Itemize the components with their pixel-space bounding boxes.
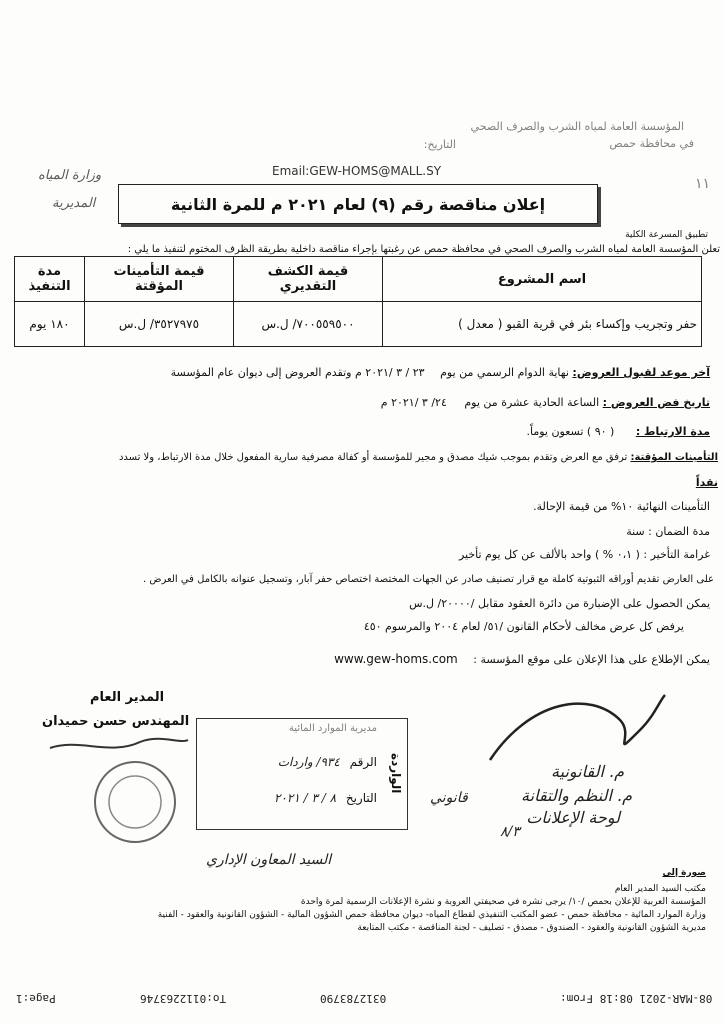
deadline-date: ٢٣ / ٣ /٢٠٢١ م وتقدم العروض إلى ديوان عام المؤسسة — [170, 366, 425, 379]
final-insurance-line: التأمينات النهائية ١٠% من قيمة الإحالة. — [533, 500, 710, 513]
stamp-date-label: التاريخ — [345, 791, 377, 805]
stamp-number — [278, 755, 377, 769]
bidder-line: على العارض تقديم أوراقه الثبوتية كاملة مع قرار تصنيف صادر عن الجهات المختصة اختصاص حفر آبار، وتسجيل عنوانه بالكامل في العرض . — [143, 574, 714, 585]
fax-to: To:0112263746 — [140, 992, 227, 1005]
stamp-header: مديرية الموارد المائية — [288, 723, 377, 734]
dossier-line: يمكن الحصول على الإضبارة من دائرة العقود مقابل /٢٠٠٠٠/ ل.س — [409, 597, 710, 610]
stamp-number-value: ٩٣٤/ واردات — [277, 755, 340, 769]
deadline-line — [171, 366, 710, 379]
copy-line-2: المؤسسة العربية للإعلان بحمص /١٠/ يرجى نشره في صحيفتي العروبة و نشرة الإعلانات الرسمية لمرة واحدة — [300, 897, 706, 907]
stamp-side: الواردة — [389, 753, 403, 794]
fax-from-number: 0312783790 — [320, 992, 387, 1005]
cash-word: نقداً — [695, 476, 718, 489]
fax-page: Page:1 — [16, 992, 56, 1005]
intro-label: تطبيق المسرعة الكلية — [625, 230, 708, 240]
signature-name: المهندس حسن حميدان — [42, 714, 190, 729]
hand-routing-legal: م. القانونية — [551, 762, 624, 781]
opening-text: الساعة الحادية عشرة من يوم — [464, 396, 600, 409]
header-duration: مدة التنفيذ — [15, 257, 85, 302]
signature-role: المدير العام — [90, 690, 165, 705]
fax-date: 08-MAR-2021 08:18 From: — [560, 992, 713, 1005]
hand-routing-board: لوحة الإعلانات — [526, 808, 620, 827]
signature-scribble — [50, 739, 188, 748]
table-row — [15, 302, 702, 347]
cell-duration: ١٨٠ يوم — [15, 302, 85, 347]
stamp-date-value: ٨ / ٣ / ٢٠٢١ — [273, 791, 337, 805]
title-box — [118, 184, 598, 224]
delay-penalty-line: غرامة التأخير : ( ٠،١ % ) واحد بالألف عن كل يوم تأخير — [458, 548, 710, 561]
header-project: اسم المشروع — [383, 257, 702, 302]
project-table — [14, 256, 702, 347]
website-text: يمكن الإطلاع على هذا الإعلان على موقع المؤسسة : — [473, 653, 710, 666]
hand-note-assistant: السيد المعاون الإداري — [206, 852, 332, 868]
insurance-label: التأمينات المؤقتة: — [630, 452, 718, 463]
deadline-text: نهاية الدوام الرسمي من يوم — [440, 366, 569, 379]
opening-date: ٢٤/ ٣ /٢٠٢١ م — [380, 396, 447, 409]
org-line: المؤسسة العامة لمياه الشرب والصرف الصحي — [470, 120, 684, 133]
hand-routing-systems: م. النظم والتقانة — [521, 786, 632, 805]
insurance-text: ترفق مع العرض وتقدم بموجب شيك مصدق و مجير للمؤسسة أو كفالة مصرفية سارية المفعول خلال مدة الارتباط، ولا تسدد — [118, 452, 628, 463]
insurance-line — [18, 452, 718, 463]
opening-label: تاريخ فض العروض : — [602, 396, 710, 409]
copies-label: صورة إلى — [662, 868, 706, 878]
hand-note-date: ٨/٣ — [500, 824, 520, 840]
opening-line — [381, 396, 710, 409]
seal-inner-ring — [109, 776, 161, 828]
header-insurance: قيمة التأمينات المؤقتة — [85, 257, 234, 302]
hand-note-directorate: المديرية — [52, 196, 96, 211]
hand-note-ministry: وزارة المياه — [38, 168, 102, 183]
copy-line-4: مديرية الشؤون القانونية والعقود - الصندوق - مصدق - تصليف - لجنة المناقصة - مكتب المتابعة — [357, 923, 706, 933]
stamp-date — [274, 791, 377, 805]
date-label: التاريخ: — [423, 138, 456, 151]
commitment-line — [526, 425, 710, 438]
reject-line: يرفض كل عرض مخالف لأحكام القانون /٥١/ لعام ٢٠٠٤ والمرسوم ٤٥٠ — [363, 620, 684, 633]
seal-outer-ring — [95, 762, 175, 842]
table-header-row — [15, 257, 702, 302]
cell-project: حفر وتجريب وإكساء بئر في قرية القبو ( معدل ) — [383, 302, 702, 347]
cell-insurance: ٣٥٢٧٩٧٥/ ل.س — [85, 302, 234, 347]
commitment-text: ( ٩٠ ) تسعون يوماً. — [526, 425, 615, 438]
header-estimate: قيمة الكشف التقديري — [234, 257, 383, 302]
deadline-label: آخر موعد لقبول العروض: — [572, 366, 710, 379]
governorate-line: في محافظة حمص — [609, 137, 694, 150]
stamp-number-label: الرقم — [349, 755, 377, 769]
doc-number: ١١ — [694, 176, 710, 192]
guarantee-line: مدة الضمان : سنة — [626, 525, 710, 538]
incoming-stamp — [196, 718, 408, 830]
cell-estimate: ٧٠٠٥٥٩٥٠٠/ ل.س — [234, 302, 383, 347]
copy-line-1: مكتب السيد المدير العام — [614, 884, 706, 894]
intro-text: تعلن المؤسسة العامة لمياه الشرب والصرف الصحي في محافظة حمص عن رغبتها بإجراء مناقصة داخلية بطريقة الظرف المختوم لتنفيذ ما يلي : — [127, 244, 720, 255]
website-link[interactable]: www.gew-homs.com — [334, 652, 458, 666]
copy-line-3: وزارة الموارد المائية - محافظة حمص - عضو المكتب التنفيذي لقطاع المياه- ديوان محافظة حمص الشؤون المالية - الشؤون القانونية والعقود - الفنية — [157, 910, 706, 920]
commitment-label: مدة الارتباط : — [635, 425, 710, 438]
official-seal — [40, 734, 190, 849]
website-line — [334, 652, 710, 666]
handwritten-scribble — [470, 690, 670, 770]
hand-note-legal: قانوني — [430, 790, 468, 806]
email-address: Email:GEW-HOMS@MALL.SY — [272, 164, 442, 178]
announcement-title: إعلان مناقصة رقم (٩) لعام ٢٠٢١ م للمرة الثانية — [170, 194, 546, 214]
